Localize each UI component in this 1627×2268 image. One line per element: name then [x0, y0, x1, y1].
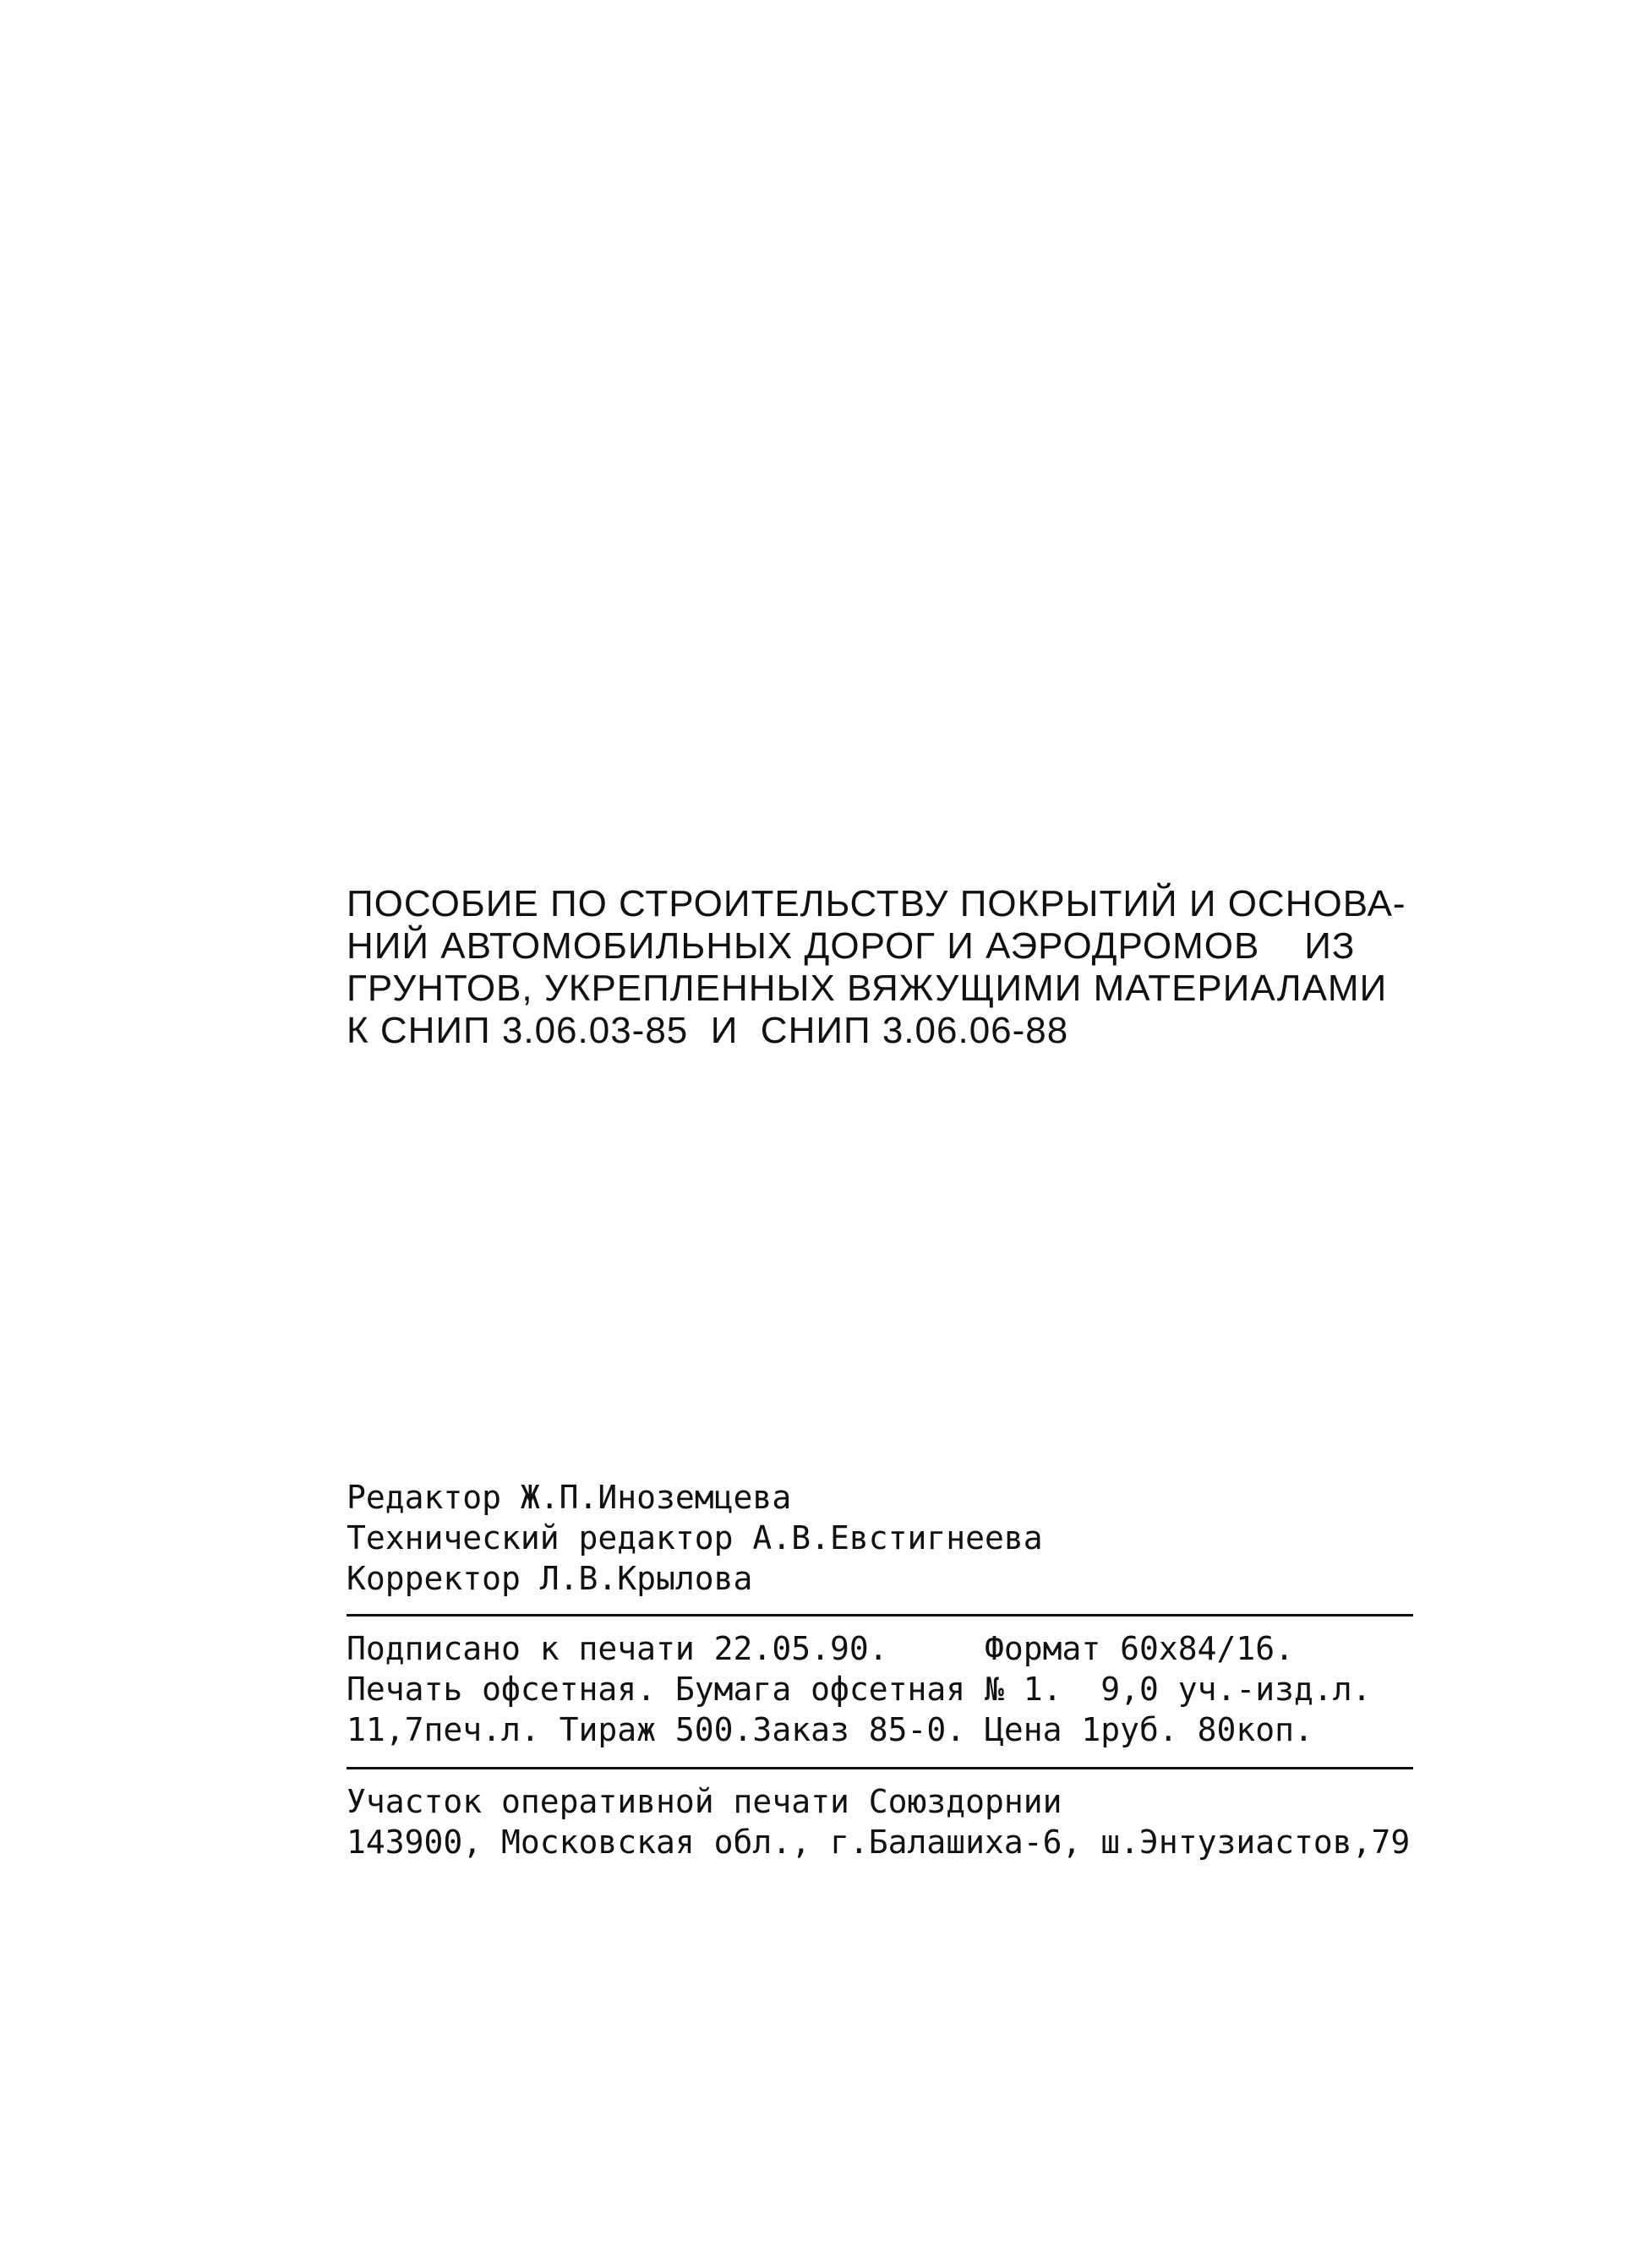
print-details-line: 11,7печ.л. Тираж 500.Заказ 85-0. Цена 1руб. 80коп. [347, 1711, 1313, 1748]
title-line: К СНИП 3.06.03-85 И СНИП 3.06.06-88 [347, 1010, 1069, 1051]
divider [347, 1614, 1413, 1616]
title-line: НИЙ АВТОМОБИЛЬНЫХ ДОРОГ И АЭРОДРОМОВ ИЗ [347, 925, 1356, 967]
title-line: ПОСОБИЕ ПО СТРОИТЕЛЬСТВУ ПОКРЫТИЙ И ОСНОВА- [347, 883, 1406, 924]
print-details [347, 1628, 1420, 1750]
editor-credit: Редактор Ж.П.Иноземцева [347, 1479, 792, 1516]
printer-address: 143900, Московская обл., г.Балашиха-6, ш.Энтузиастов,79 [347, 1824, 1411, 1861]
title-line: ГРУНТОВ, УКРЕПЛЕННЫХ ВЯЖУЩИМИ МАТЕРИАЛАМИ [347, 968, 1388, 1009]
credits [347, 1477, 1420, 1599]
tech-editor-credit: Технический редактор А.В.Евстигнеева [347, 1519, 1043, 1557]
imprint-block [347, 1477, 1420, 1862]
printer-info [347, 1781, 1420, 1862]
print-details-line: Подписано к печати 22.05.90. Формат 60х84/16. [347, 1630, 1295, 1667]
divider [347, 1767, 1413, 1769]
print-details-line: Печать офсетная. Бумага офсетная № 1. 9,0 уч.-изд.л. [347, 1671, 1372, 1708]
printer-name: Участок оперативной печати Союздорнии [347, 1783, 1062, 1820]
document-title [347, 883, 1428, 1052]
proofreader-credit: Корректор Л.В.Крылова [347, 1560, 753, 1597]
